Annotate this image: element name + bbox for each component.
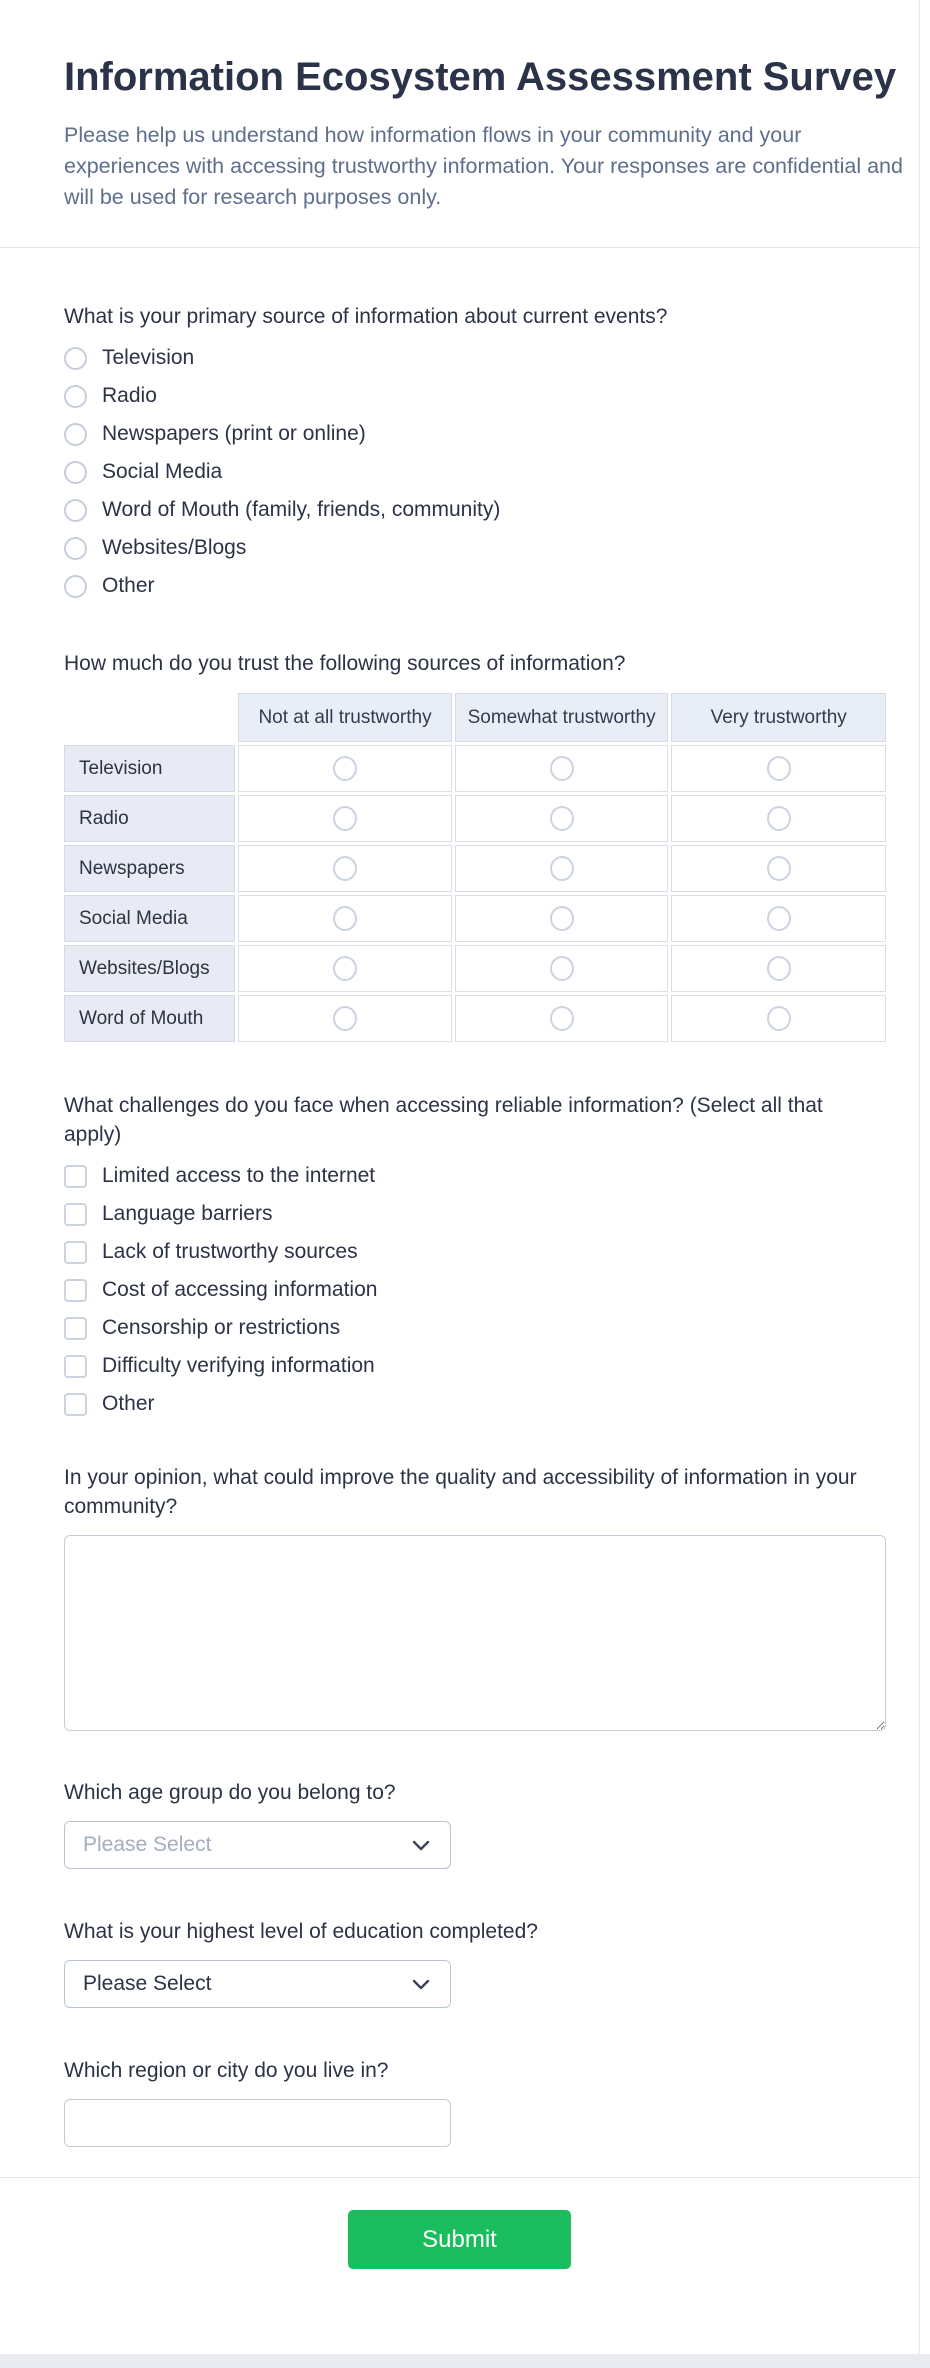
- matrix-cell[interactable]: [455, 895, 669, 942]
- checkbox-option-label: Cost of accessing information: [102, 1278, 378, 1301]
- matrix-cell[interactable]: [455, 945, 669, 992]
- matrix-row-label: Social Media: [64, 895, 235, 942]
- matrix-cell[interactable]: [455, 745, 669, 792]
- question-trust-matrix: [64, 649, 885, 1045]
- matrix-cell[interactable]: [455, 795, 669, 842]
- submit-button[interactable]: Submit: [348, 2210, 571, 2269]
- radio-button-icon[interactable]: [767, 756, 791, 781]
- radio-button-icon[interactable]: [550, 856, 574, 881]
- radio-button-icon[interactable]: [64, 423, 87, 446]
- checkbox-icon[interactable]: [64, 1165, 87, 1188]
- matrix-column-header: Somewhat trustworthy: [455, 693, 669, 742]
- radio-button-icon[interactable]: [333, 906, 357, 931]
- checkbox-option[interactable]: [64, 1195, 885, 1233]
- trust-matrix-table: [61, 690, 889, 1045]
- radio-option-label: Radio: [102, 384, 157, 407]
- checkbox-option[interactable]: [64, 1385, 885, 1423]
- matrix-corner-cell: [64, 693, 235, 742]
- radio-button-icon[interactable]: [64, 499, 87, 522]
- matrix-row: [64, 795, 886, 842]
- matrix-cell[interactable]: [671, 995, 886, 1042]
- radio-button-icon[interactable]: [550, 1006, 574, 1031]
- radio-option-label: Newspapers (print or online): [102, 422, 366, 445]
- radio-button-icon[interactable]: [550, 956, 574, 981]
- matrix-cell[interactable]: [455, 845, 669, 892]
- form-title: Information Ecosystem Assessment Survey: [64, 55, 897, 99]
- region-city-input[interactable]: [64, 2099, 451, 2147]
- checkbox-option[interactable]: [64, 1347, 885, 1385]
- radio-button-icon[interactable]: [64, 347, 87, 370]
- question-improvement-opinion: [64, 1463, 885, 1731]
- radio-option[interactable]: [64, 529, 885, 567]
- matrix-row-label: Newspapers: [64, 845, 235, 892]
- radio-button-icon[interactable]: [333, 1006, 357, 1031]
- question-label: What challenges do you face when accessing reliable information? (Select all that apply): [64, 1094, 823, 1146]
- question-age-group: [64, 1778, 885, 1869]
- checkbox-icon[interactable]: [64, 1203, 87, 1226]
- question-label: In your opinion, what could improve the quality and accessibility of information in your community?: [64, 1466, 857, 1518]
- checkbox-icon[interactable]: [64, 1317, 87, 1340]
- education-level-select[interactable]: [64, 1960, 451, 2008]
- select-placeholder: Please Select: [83, 1833, 212, 1856]
- question-label: Which age group do you belong to?: [64, 1781, 396, 1804]
- checkbox-option-label: Limited access to the internet: [102, 1164, 376, 1187]
- question-region-city: [64, 2056, 885, 2147]
- checkbox-icon[interactable]: [64, 1241, 87, 1264]
- radio-button-icon[interactable]: [333, 806, 357, 831]
- matrix-row: [64, 745, 886, 792]
- matrix-row-label: Radio: [64, 795, 235, 842]
- checkbox-group-challenges: [64, 1157, 885, 1423]
- radio-button-icon[interactable]: [550, 756, 574, 781]
- radio-button-icon[interactable]: [64, 537, 87, 560]
- matrix-row: [64, 945, 886, 992]
- radio-button-icon[interactable]: [550, 906, 574, 931]
- form-header: [0, 0, 919, 248]
- checkbox-icon[interactable]: [64, 1393, 87, 1416]
- matrix-cell[interactable]: [671, 895, 886, 942]
- matrix-cell[interactable]: [671, 795, 886, 842]
- matrix-cell[interactable]: [238, 845, 452, 892]
- radio-option[interactable]: [64, 567, 885, 605]
- matrix-row-label: Websites/Blogs: [64, 945, 235, 992]
- checkbox-option-label: Language barriers: [102, 1202, 273, 1225]
- matrix-row-label: Television: [64, 745, 235, 792]
- matrix-row: [64, 895, 886, 942]
- radio-button-icon[interactable]: [767, 856, 791, 881]
- checkbox-option-label: Difficulty verifying information: [102, 1354, 375, 1377]
- question-label: Which region or city do you live in?: [64, 2059, 389, 2082]
- matrix-cell[interactable]: [671, 945, 886, 992]
- matrix-cell[interactable]: [238, 945, 452, 992]
- matrix-cell[interactable]: [238, 795, 452, 842]
- select-value: Please Select: [83, 1972, 212, 1995]
- radio-button-icon[interactable]: [767, 906, 791, 931]
- radio-button-icon[interactable]: [333, 856, 357, 881]
- radio-group-primary-source: [64, 339, 885, 605]
- checkbox-icon[interactable]: [64, 1279, 87, 1302]
- radio-button-icon[interactable]: [64, 575, 87, 598]
- radio-button-icon[interactable]: [333, 956, 357, 981]
- checkbox-option[interactable]: [64, 1233, 885, 1271]
- matrix-cell[interactable]: [238, 895, 452, 942]
- question-primary-source: [64, 302, 885, 605]
- checkbox-option-label: Censorship or restrictions: [102, 1316, 341, 1339]
- checkbox-option[interactable]: [64, 1271, 885, 1309]
- radio-option-label: Word of Mouth (family, friends, community): [102, 498, 501, 521]
- radio-option[interactable]: [64, 491, 885, 529]
- radio-option[interactable]: [64, 377, 885, 415]
- page-background-strip: [0, 2354, 930, 2368]
- radio-option-label: Other: [102, 574, 155, 597]
- radio-option-label: Websites/Blogs: [102, 536, 247, 559]
- radio-button-icon[interactable]: [767, 1006, 791, 1031]
- opinion-textarea[interactable]: [64, 1535, 886, 1731]
- matrix-cell[interactable]: [238, 745, 452, 792]
- matrix-cell[interactable]: [455, 995, 669, 1042]
- checkbox-option-label: Other: [102, 1392, 155, 1415]
- age-group-select[interactable]: [64, 1821, 451, 1869]
- question-label: What is your primary source of information about current events?: [64, 305, 668, 328]
- radio-option-label: Television: [102, 346, 195, 369]
- checkbox-option[interactable]: [64, 1157, 885, 1195]
- question-label: How much do you trust the following sources of information?: [64, 652, 626, 675]
- radio-option-label: Social Media: [102, 460, 223, 483]
- checkbox-option-label: Lack of trustworthy sources: [102, 1240, 358, 1263]
- matrix-column-header: Not at all trustworthy: [238, 693, 452, 742]
- checkbox-option[interactable]: [64, 1309, 885, 1347]
- matrix-cell[interactable]: [238, 995, 452, 1042]
- chevron-down-icon: [412, 1979, 430, 1990]
- form-description: Please help us understand how information flows in your community and your experiences with accessing trustworthy information. Your responses are confidential and will be used for research purposes only.: [64, 123, 903, 209]
- question-label: What is your highest level of education completed?: [64, 1920, 538, 1943]
- radio-option[interactable]: [64, 415, 885, 453]
- radio-button-icon[interactable]: [64, 385, 87, 408]
- radio-option[interactable]: [64, 339, 885, 377]
- matrix-row: [64, 845, 886, 892]
- radio-button-icon[interactable]: [333, 756, 357, 781]
- form-body: [0, 302, 919, 2147]
- radio-button-icon[interactable]: [550, 806, 574, 831]
- radio-button-icon[interactable]: [64, 461, 87, 484]
- chevron-down-icon: [412, 1840, 430, 1851]
- matrix-row-label: Word of Mouth: [64, 995, 235, 1042]
- radio-option[interactable]: [64, 453, 885, 491]
- question-education-level: [64, 1917, 885, 2008]
- matrix-column-header: Very trustworthy: [671, 693, 886, 742]
- checkbox-icon[interactable]: [64, 1355, 87, 1378]
- matrix-row: [64, 995, 886, 1042]
- matrix-cell[interactable]: [671, 845, 886, 892]
- radio-button-icon[interactable]: [767, 956, 791, 981]
- matrix-cell[interactable]: [671, 745, 886, 792]
- radio-button-icon[interactable]: [767, 806, 791, 831]
- question-challenges: [64, 1091, 885, 1423]
- form-footer: [0, 2177, 919, 2269]
